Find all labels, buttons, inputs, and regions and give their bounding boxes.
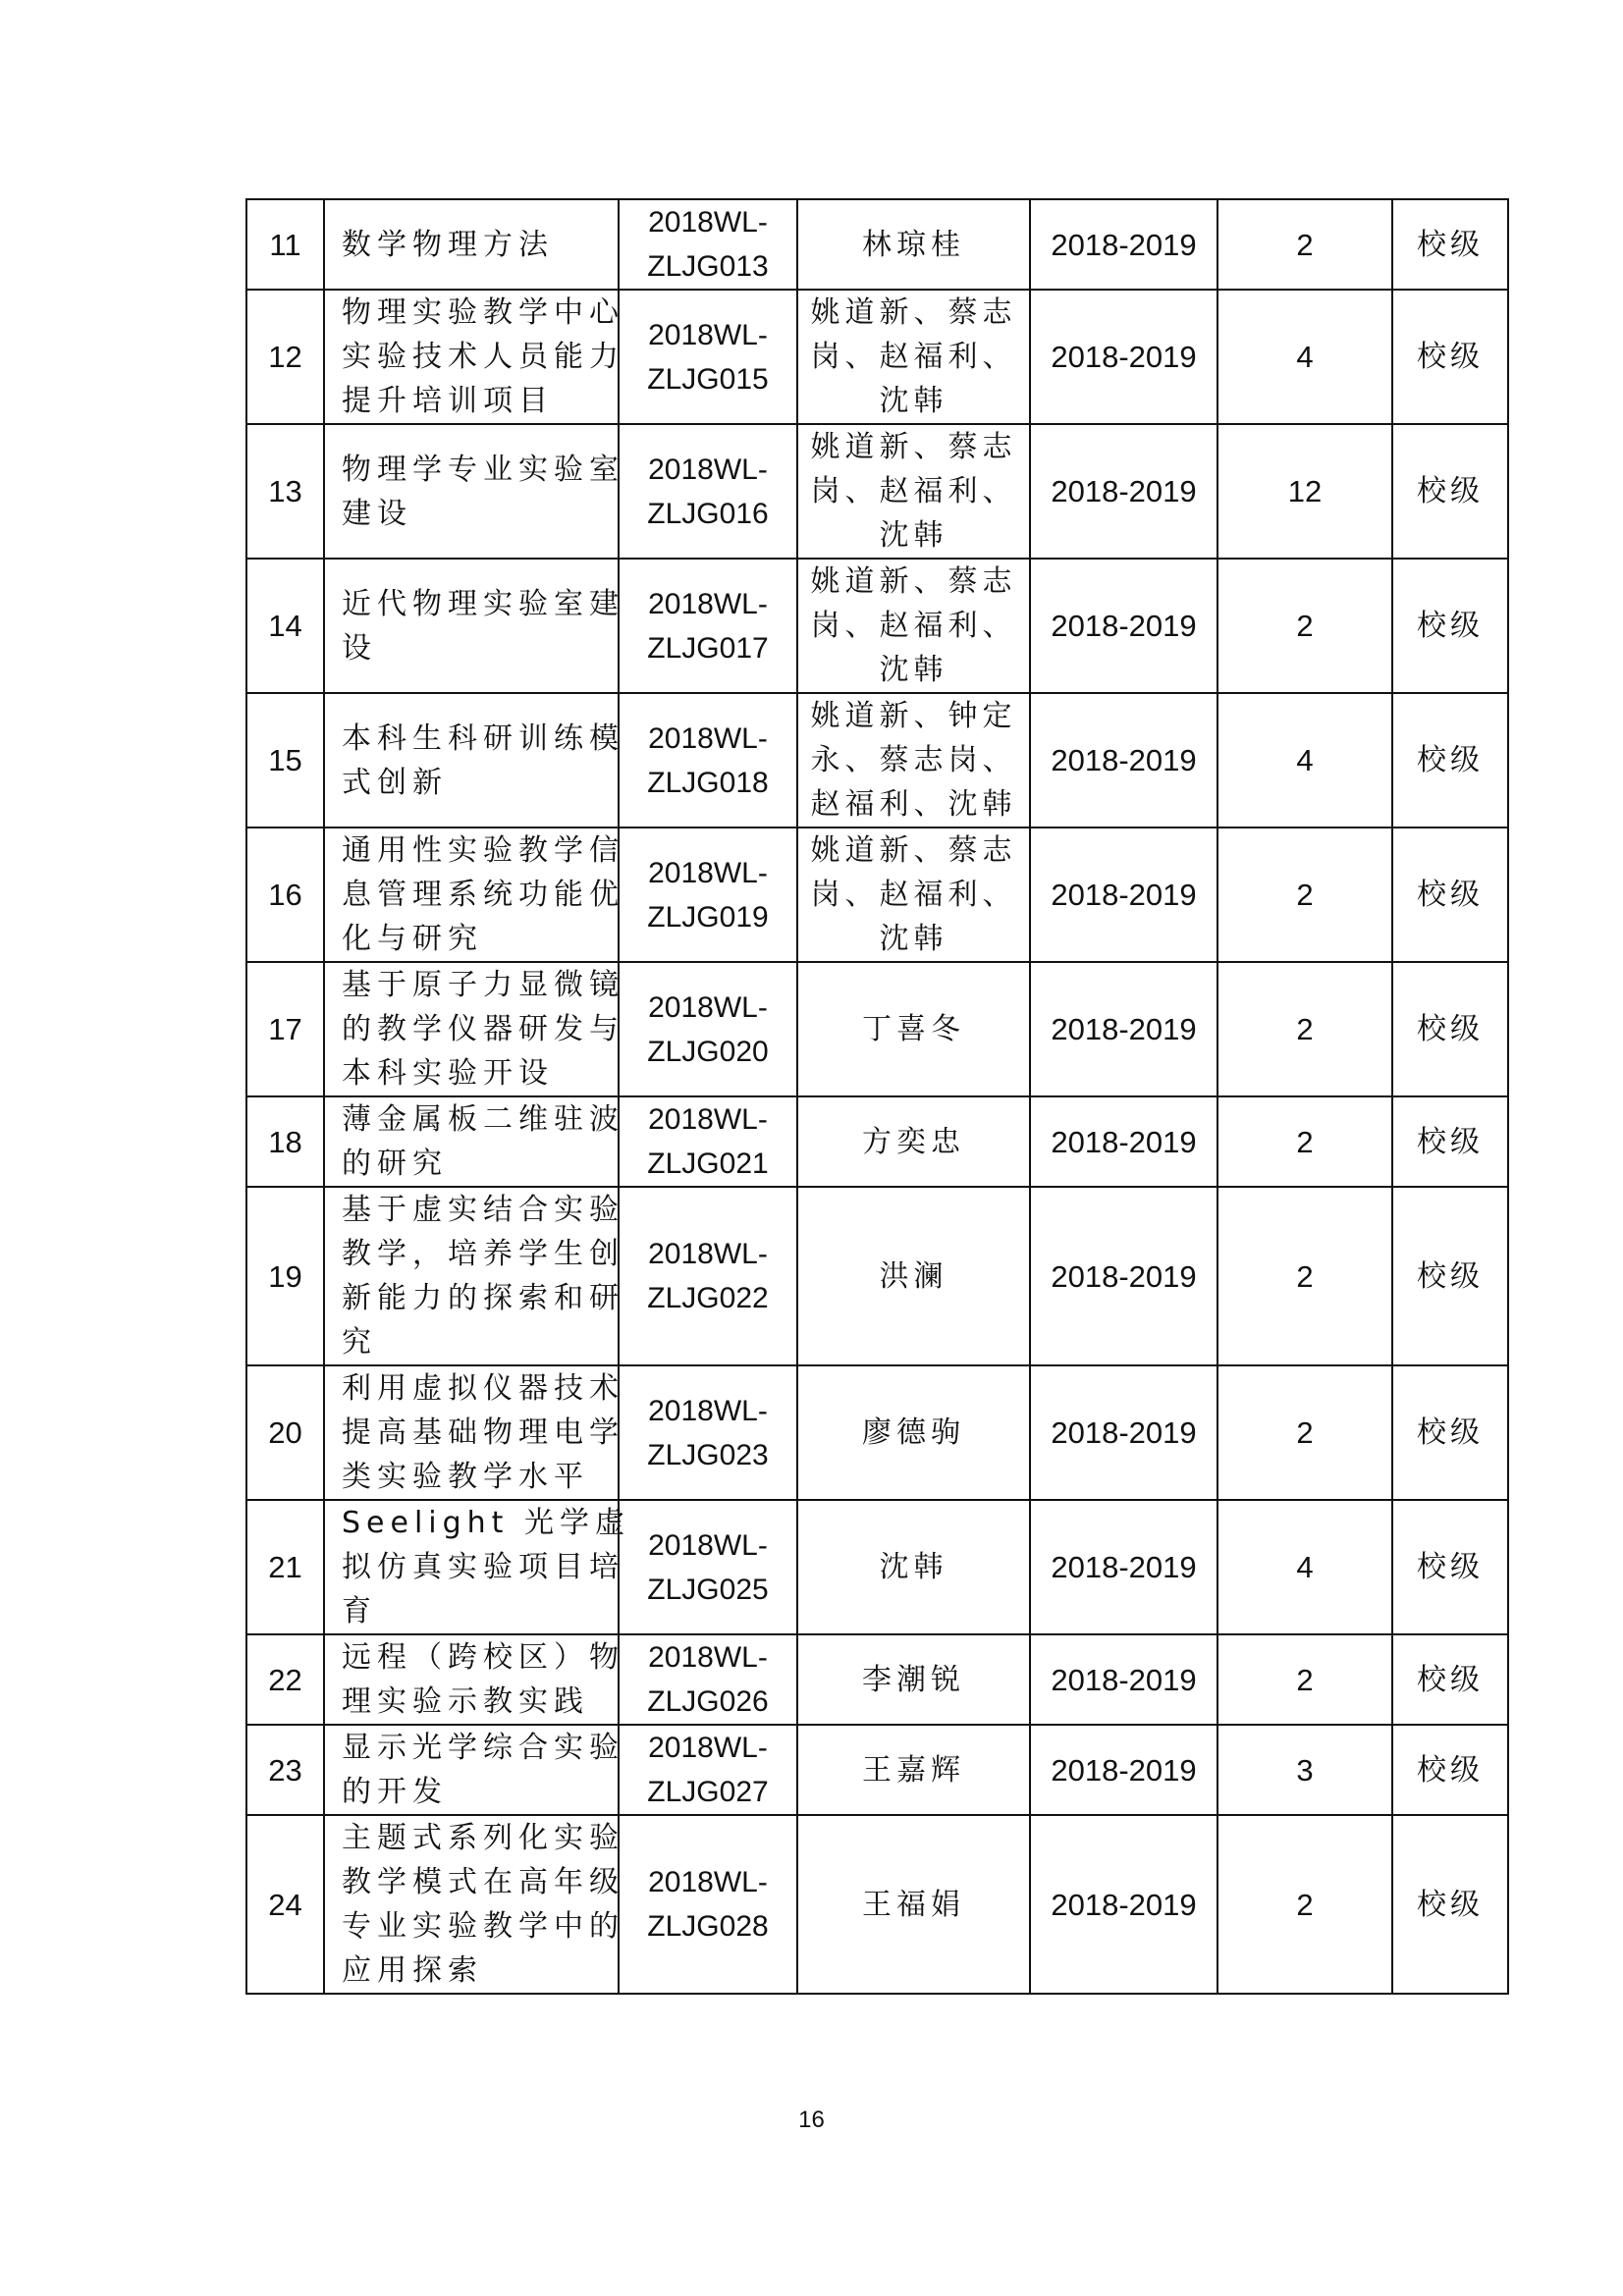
cell-project-code-line: ZLJG025 (647, 1573, 769, 1606)
table-row (246, 828, 1508, 962)
cell-project-title-line: 化与研究 (342, 922, 483, 956)
cell-project-title (324, 1634, 624, 1725)
page-number: 16 (798, 2107, 825, 2133)
cell-number: 12 (246, 290, 324, 424)
cell-amount: 2 (1217, 1187, 1392, 1365)
cell-project-leaders (797, 1096, 1030, 1187)
table-row (246, 559, 1508, 693)
table-row (246, 1365, 1508, 1500)
cell-project-leaders (797, 290, 1030, 424)
table-row (246, 290, 1508, 424)
table-row (246, 424, 1508, 559)
cell-project-code-line: 2018WL- (648, 1394, 768, 1427)
cell-project-code-line: ZLJG026 (647, 1685, 769, 1718)
cell-level: 校级 (1392, 424, 1508, 559)
cell-project-code-line: 2018WL- (648, 453, 768, 486)
cell-years: 2018-2019 (1030, 424, 1217, 559)
cell-project-title-line: 本科生科研训练模 (342, 721, 624, 756)
cell-project-title (324, 424, 624, 559)
cell-project-leaders (797, 424, 1030, 559)
cell-project-code-line: ZLJG015 (647, 362, 769, 396)
cell-project-code-line: ZLJG027 (647, 1776, 769, 1808)
cell-project-title-line: 提升培训项目 (342, 384, 554, 418)
cell-project-title-line: 应用探索 (342, 1953, 483, 1988)
cell-project-title-line: 物理实验教学中心 (342, 295, 624, 330)
cell-project-code-line: 2018WL- (648, 587, 768, 620)
cell-level: 校级 (1392, 1187, 1508, 1365)
cell-number: 16 (246, 828, 324, 962)
cell-project-leaders (797, 559, 1030, 693)
cell-project-code-line: ZLJG013 (647, 250, 769, 283)
cell-amount: 2 (1217, 1815, 1392, 1994)
cell-level: 校级 (1392, 1096, 1508, 1187)
cell-project-title-line: 物理学专业实验室 (342, 452, 624, 487)
project-table (245, 198, 1509, 1995)
cell-project-title-line: Seelight 光学虚 (342, 1506, 630, 1540)
cell-project-code-line: 2018WL- (648, 318, 768, 351)
cell-amount: 2 (1217, 1365, 1392, 1500)
table-row (246, 1725, 1508, 1815)
cell-project-code (619, 1187, 797, 1365)
table-row (246, 199, 1508, 290)
cell-number: 17 (246, 962, 324, 1096)
cell-number: 22 (246, 1634, 324, 1725)
cell-project-title-line: 本科实验开设 (342, 1056, 554, 1091)
cell-project-leaders-line: 岗、赵福利、 (810, 474, 1017, 508)
cell-number: 15 (246, 693, 324, 828)
cell-project-leaders-line: 岗、赵福利、 (810, 609, 1017, 643)
cell-project-title-line: 的研究 (342, 1147, 448, 1181)
cell-project-code-line: 2018WL- (648, 1238, 768, 1270)
cell-project-title-line: 的教学仪器研发与 (342, 1012, 624, 1046)
cell-project-title (324, 199, 619, 290)
cell-amount: 2 (1217, 1096, 1392, 1187)
cell-project-code-line: ZLJG016 (647, 497, 769, 530)
cell-project-code-line: 2018WL- (648, 1866, 768, 1898)
table-body (246, 199, 1508, 1994)
cell-project-code (619, 1634, 797, 1725)
cell-project-leaders (797, 828, 1030, 962)
cell-amount: 2 (1217, 559, 1392, 693)
cell-level: 校级 (1392, 559, 1508, 693)
cell-project-code-line: ZLJG020 (647, 1035, 769, 1068)
cell-project-code (619, 424, 797, 559)
cell-project-code (619, 1365, 797, 1500)
cell-project-code-line: 2018WL- (648, 1641, 768, 1674)
cell-project-title-line: 基于虚实结合实验 (342, 1193, 624, 1227)
cell-project-title-line: 显示光学综合实验 (342, 1731, 624, 1765)
cell-level: 校级 (1392, 199, 1508, 290)
cell-years: 2018-2019 (1030, 1187, 1217, 1365)
cell-project-code-line: ZLJG023 (647, 1438, 769, 1471)
cell-years: 2018-2019 (1030, 1500, 1217, 1634)
cell-project-title (324, 1187, 624, 1365)
cell-project-title-line: 新能力的探索和研 (342, 1281, 624, 1315)
cell-number: 23 (246, 1725, 324, 1815)
cell-project-code (619, 1815, 797, 1994)
cell-project-title-line: 教学模式在高年级 (342, 1865, 624, 1899)
cell-project-leaders (797, 693, 1030, 828)
cell-project-leaders-line: 洪澜 (879, 1258, 948, 1294)
cell-amount: 4 (1217, 693, 1392, 828)
cell-project-code-line: 2018WL- (648, 990, 768, 1024)
cell-project-code-line: ZLJG017 (647, 631, 769, 665)
cell-number: 14 (246, 559, 324, 693)
cell-project-title (324, 1096, 624, 1187)
cell-level: 校级 (1392, 1634, 1508, 1725)
cell-project-title (324, 828, 624, 962)
cell-amount: 3 (1217, 1725, 1392, 1815)
cell-project-title-line: 远程（跨校区）物 (342, 1640, 624, 1675)
cell-years: 2018-2019 (1030, 1096, 1217, 1187)
cell-project-title-line: 设 (342, 630, 377, 666)
cell-project-code (619, 693, 797, 828)
cell-level: 校级 (1392, 962, 1508, 1096)
cell-number: 20 (246, 1365, 324, 1500)
cell-project-title-line: 教学，培养学生创 (342, 1237, 624, 1271)
cell-project-leaders-line: 廖德驹 (862, 1415, 965, 1450)
cell-project-leaders-line: 姚道新、蔡志 (810, 564, 1017, 599)
cell-project-leaders (797, 1500, 1030, 1634)
table-row (246, 693, 1508, 828)
cell-number: 21 (246, 1500, 324, 1634)
cell-project-code-line: ZLJG028 (647, 1910, 769, 1943)
cell-project-code (619, 1725, 797, 1815)
cell-years: 2018-2019 (1030, 1815, 1217, 1994)
cell-years: 2018-2019 (1030, 828, 1217, 962)
cell-project-leaders-line: 姚道新、蔡志 (810, 833, 1017, 868)
cell-project-code-line: 2018WL- (648, 1528, 768, 1562)
cell-project-leaders-line: 丁喜冬 (862, 1012, 965, 1046)
cell-project-code-line: 2018WL- (648, 1103, 768, 1136)
cell-project-code (619, 199, 797, 290)
cell-project-leaders (797, 1634, 1030, 1725)
cell-project-leaders-line: 林琼桂 (862, 227, 965, 262)
cell-project-title-line: 究 (342, 1325, 377, 1360)
cell-level: 校级 (1392, 1500, 1508, 1634)
cell-project-leaders-line: 沈韩 (879, 1550, 948, 1584)
cell-years: 2018-2019 (1030, 559, 1217, 693)
cell-project-title-line: 数学物理方法 (342, 227, 554, 262)
cell-project-title-line: 息管理系统功能优 (342, 878, 624, 912)
cell-number: 13 (246, 424, 324, 559)
cell-project-leaders (797, 1187, 1030, 1365)
table-row (246, 1634, 1508, 1725)
cell-number: 24 (246, 1815, 324, 1994)
cell-project-title (324, 693, 624, 828)
cell-project-code (619, 1500, 797, 1634)
cell-amount: 4 (1217, 1500, 1392, 1634)
cell-project-code (619, 559, 797, 693)
cell-project-title (324, 559, 624, 693)
cell-number: 18 (246, 1096, 324, 1187)
cell-level: 校级 (1392, 290, 1508, 424)
cell-project-leaders-line: 姚道新、蔡志 (810, 295, 1017, 330)
cell-project-title-line: 类实验教学水平 (342, 1460, 589, 1494)
cell-project-leaders-line: 沈韩 (879, 384, 948, 418)
cell-project-title-line: 专业实验教学中的 (342, 1909, 624, 1944)
cell-project-code-line: ZLJG021 (647, 1148, 769, 1180)
cell-amount: 12 (1217, 424, 1392, 559)
cell-project-leaders-line: 沈韩 (879, 518, 948, 553)
cell-project-leaders-line: 沈韩 (879, 922, 948, 956)
cell-project-title (324, 962, 624, 1096)
cell-amount: 2 (1217, 1634, 1392, 1725)
cell-project-leaders-line: 岗、赵福利、 (810, 340, 1017, 374)
cell-project-title-line: 的开发 (342, 1775, 448, 1809)
cell-project-title-line: 薄金属板二维驻波 (342, 1102, 624, 1137)
cell-project-leaders-line: 方奕忠 (862, 1124, 965, 1159)
cell-project-code-line: 2018WL- (648, 856, 768, 889)
table-row (246, 962, 1508, 1096)
cell-project-code-line: 2018WL- (648, 206, 768, 239)
cell-project-leaders-line: 沈韩 (879, 653, 948, 687)
cell-project-title-line: 拟仿真实验项目培 (342, 1550, 624, 1584)
cell-number: 19 (246, 1187, 324, 1365)
cell-project-code (619, 828, 797, 962)
cell-level: 校级 (1392, 1365, 1508, 1500)
cell-project-code-line: ZLJG022 (647, 1282, 769, 1314)
cell-project-title-line: 理实验示教实践 (342, 1684, 589, 1719)
table-row (246, 1815, 1508, 1994)
cell-amount: 2 (1217, 828, 1392, 962)
cell-years: 2018-2019 (1030, 962, 1217, 1096)
cell-project-code-line: 2018WL- (648, 1732, 768, 1764)
cell-years: 2018-2019 (1030, 1725, 1217, 1815)
cell-project-leaders-line: 岗、赵福利、 (810, 878, 1017, 912)
cell-project-code-line: ZLJG018 (647, 766, 769, 799)
cell-project-title-line: 育 (342, 1594, 377, 1629)
cell-project-code (619, 962, 797, 1096)
cell-project-title (324, 1500, 630, 1634)
cell-project-leaders (797, 199, 1030, 290)
cell-project-leaders (797, 1725, 1030, 1815)
cell-project-code-line: 2018WL- (648, 721, 768, 755)
cell-years: 2018-2019 (1030, 290, 1217, 424)
cell-project-title (324, 1365, 624, 1500)
cell-project-leaders-line: 姚道新、蔡志 (810, 430, 1017, 464)
table-row (246, 1500, 1508, 1634)
cell-amount: 2 (1217, 962, 1392, 1096)
cell-project-title-line: 提高基础物理电学 (342, 1415, 624, 1450)
cell-project-title-line: 式创新 (342, 765, 448, 800)
cell-project-title-line: 通用性实验教学信 (342, 833, 624, 868)
cell-project-title (324, 290, 624, 424)
cell-project-leaders-line: 李潮锐 (862, 1662, 965, 1697)
cell-level: 校级 (1392, 1725, 1508, 1815)
table-row (246, 1096, 1508, 1187)
cell-project-title-line: 主题式系列化实验 (342, 1821, 624, 1855)
cell-project-leaders (797, 1365, 1030, 1500)
cell-project-leaders (797, 1815, 1030, 1994)
cell-level: 校级 (1392, 1815, 1508, 1994)
cell-project-code-line: ZLJG019 (647, 900, 769, 934)
cell-years: 2018-2019 (1030, 1634, 1217, 1725)
cell-years: 2018-2019 (1030, 693, 1217, 828)
cell-project-title-line: 基于原子力显微镜 (342, 968, 624, 1002)
cell-amount: 2 (1217, 199, 1392, 290)
cell-project-code (619, 1096, 797, 1187)
cell-project-title-line: 利用虚拟仪器技术 (342, 1371, 624, 1406)
cell-project-leaders-line: 王嘉辉 (862, 1752, 965, 1788)
cell-amount: 4 (1217, 290, 1392, 424)
table-row (246, 1187, 1508, 1365)
cell-level: 校级 (1392, 693, 1508, 828)
cell-project-leaders-line: 永、蔡志岗、 (810, 743, 1017, 777)
cell-years: 2018-2019 (1030, 1365, 1217, 1500)
cell-project-leaders-line: 姚道新、钟定 (810, 699, 1017, 733)
cell-project-code (619, 290, 797, 424)
cell-project-leaders-line: 王福娟 (862, 1887, 965, 1922)
cell-project-leaders-line: 赵福利、沈韩 (810, 787, 1017, 822)
cell-project-leaders (797, 962, 1030, 1096)
cell-project-title-line: 近代物理实验室建 (342, 586, 624, 621)
cell-project-title-line: 建设 (342, 496, 412, 531)
cell-project-title-line: 实验技术人员能力 (342, 340, 624, 374)
cell-project-title (324, 1725, 624, 1815)
cell-number: 11 (246, 199, 324, 290)
cell-years: 2018-2019 (1030, 199, 1217, 290)
cell-project-title (324, 1815, 624, 1994)
cell-level: 校级 (1392, 828, 1508, 962)
